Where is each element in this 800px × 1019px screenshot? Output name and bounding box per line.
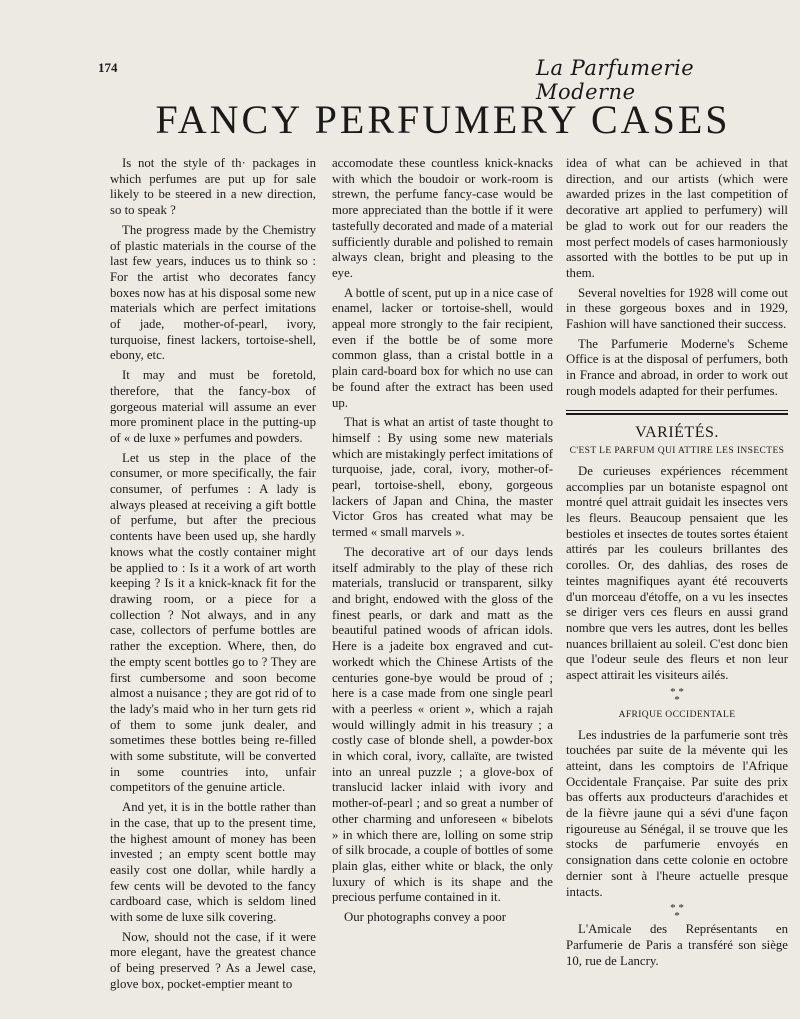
- paragraph: Our photographs convey a poor: [344, 910, 507, 925]
- running-head: La Parfumerie Moderne: [536, 56, 695, 104]
- paragraph: Les industries de la parfumerie sont très touchées par suite de la mévente qui les atteint, dans les comptoirs de l'Afrique Occidentale Française. Par suite des prix bas offerts aux producteurs d'arachides et de la fièvre jaune qui a sévi d'une façon rigoureuse au Sénégal, il se trouve que les stocks de parfumerie envoyés en consignation dans cette colonie en octobre dernier sont à l'heure actuelle presque intacts.: [566, 727, 788, 899]
- section-divider: [566, 410, 788, 415]
- paragraph: L'Amicale des Représentants en Parfumerie de Paris a transféré son siège 10, rue de Lancry.: [566, 922, 788, 968]
- column-1: [110, 156, 316, 997]
- asterism: * * *: [670, 902, 684, 923]
- column-3: [566, 156, 788, 973]
- column-2: [332, 156, 553, 930]
- paragraph: That is what an artist of taste thought to himself : By using some new materials which are mistakingly perfect imitations of turquoise, jade, coral, ivory, mother-of-pearl, tortoise-shell, ebony, gorgeous lackers of Japan and China, the master Victor Gros has created what may be termed « small marvels ».: [332, 415, 553, 540]
- paragraph: Is not the style of th· packages in which perfumes are put up for sale likely to be steered in a new direction, so to speak ?: [110, 156, 316, 218]
- paragraph: De curieuses expériences récemment accomplies par un botaniste espagnol ont montré quel attrait guidait les insectes vers les fleurs. Beaucoup pensaient que les bestioles et insectes de toutes sortes étaient attirés par les couleurs brillantes des corolles. Or, des dahlias, des roses de teintes magnifiques ayant été recouverts d'un morceau d'étoffe, on a vu les insectes se diriger vers ces fleurs en aussi grand nombre que vers les autres, dont les belles nuances brillaient au soleil. C'est donc bien que l'odeur seule des fleurs et non leur aspect attirait les visiteurs ailés.: [566, 463, 788, 683]
- varietes-title: VARIÉTÉS.: [635, 423, 719, 441]
- varietes-subhead-insects: C'EST LE PARFUM QUI ATTIRE LES INSECTES: [569, 446, 785, 457]
- paragraph: A bottle of scent, put up in a nice case of enamel, lacker or tortoise-shell, would appeal more strongly to the fair recipient, even if the bottle be of some more common glass, than a cristal bottle in a plain card-board box for which no use can be found after the extract has been used up.: [332, 285, 553, 410]
- varietes-subhead-africa: AFRIQUE OCCIDENTALE: [618, 709, 736, 720]
- page-number: 174: [98, 60, 118, 75]
- paragraph: And yet, it is in the bottle rather than in the case, that up to the present time, the highest amount of money has been invested ; an empty scent bottle may easily cost one dollar, while hardly a few cents will be devoted to the fancy cardboard case, which is seldom lined with some de luxe silk covering.: [110, 800, 316, 925]
- paragraph: accomodate these countless knick-knacks with which the boudoir or work-room is strewn, the perfume fancy-case would be more appreciated than the bottle if it were tastefully decorated and made of a material sufficiently durable and polished to remain always clean, bright and pleasing to the eye.: [332, 156, 553, 280]
- paragraph: It may and must be foretold, therefore, that the fancy-box of gorgeous material will assume an ever more prominent place in the putting-up of « de luxe » perfumes and powders.: [110, 368, 316, 445]
- paragraph: idea of what can be achieved in that direction, and our artists (which were awarded prizes in the last competition of decorative art applied to perfumery) will be glad to work out for our readers the most perfect models of cases harmoniously assorted with the bottles to be put up in them.: [566, 156, 788, 280]
- paragraph: The Parfumerie Moderne's Scheme Office is at the disposal of perfumers, both in France and abroad, in order to work out rough models adapted for their perfumes.: [566, 336, 788, 398]
- paragraph: The decorative art of our days lends itself admirably to the play of these rich materials, translucid or transparent, silky and bright, endowed with the gloss of the finest pearls, or dark and matt as the beautiful patined woods of african idols. Here is a jadeite box engraved and cut-workedt which the Chinese Artists of the centuries gone-bye would be proud of ; here is a case made from one single pearl with a peerless « orient », which a rajah would willingly admit in his treasury ; a costly case of blonde shell, a powder-box in which coral, ivory, callaïte, are twisted into an unreal puzzle ; a glove-box of translucid lacker inlaid with ivory and mother-of-pearl ; and so great a number of other charming and unforeseen « bibelots » in which there are, lolling on some strip of silk brocade, a couple of bottles of some plain glas, either white or black, the only luxury of which is its shape and the precious perfume contained in it.: [332, 544, 553, 905]
- paragraph: Several novelties for 1928 will come out in these gorgeous boxes and in 1929, Fashion will have sanctioned their success.: [566, 285, 788, 332]
- paragraph: The progress made by the Chemistry of plastic materials in the course of the last few years, induces us to think so : For the artist who decorates fancy boxes now has at his disposal some new materials which are perfect imitations of jade, mother-of-pearl, ivory, turquoise, finest lackers, tortoise-shell, ebony, etc.: [110, 222, 316, 363]
- paragraph: Now, should not the case, if it were more elegant, have the greatest chance of being preserved ? As a Jewel case, glove box, pocket-emptier meant to: [110, 929, 316, 991]
- article-title: FANCY PERFUMERY CASES: [155, 97, 731, 142]
- paragraph: Let us step in the place of the consumer, or more specifically, the fair consumer, of perfumes : A lady is always pleased at receiving a gift bottle of perfume, but after the precious contents have been used up, she hardly knows what the costly container might be applied to : Is it a work of art worth keeping ? Is it a knick-knack fit for the drawing room, or a piece for a collection ? Not always, and in any case, collectors of perfume bottles are rather the exception. Where, then, do the empty scent bottles go to ? They are first cumbersome and soon become almost a nuisance ; they are got rid of to the lady's maid who in her turn gets rid of them to some junk dealer, and sometimes these bottles being re-filled with some substitute, will be converted in some countries into, unfair competitors of the genuine article.: [110, 450, 316, 795]
- asterism: * * *: [670, 685, 684, 706]
